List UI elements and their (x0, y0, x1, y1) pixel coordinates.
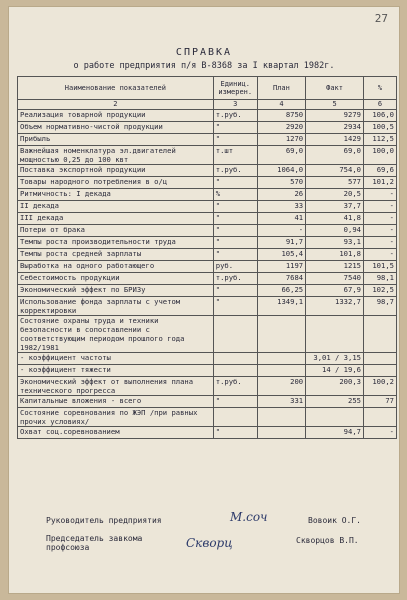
head-signature: М.соч (230, 510, 268, 524)
head-name: Вовоик О.Г. (308, 516, 361, 525)
header-indicator: Наименование показателей (18, 77, 214, 100)
row-percent (363, 353, 396, 365)
row-percent: - (363, 427, 396, 439)
table-row (18, 396, 397, 408)
table-row (18, 122, 397, 134)
row-fact: 754,0 (306, 165, 364, 177)
row-label: III декада (18, 213, 214, 225)
row-plan: 69,0 (257, 146, 305, 165)
row-label: Себестоимость продукции (18, 273, 214, 285)
row-percent: - (363, 201, 396, 213)
row-percent: - (363, 213, 396, 225)
row-label: Товары народного потребления в о/ц (18, 177, 214, 189)
row-fact: 1332,7 (306, 297, 364, 316)
row-fact: 94,7 (306, 427, 364, 439)
row-plan (257, 408, 305, 427)
row-label: Выработка на одного работающего (18, 261, 214, 273)
table-row (18, 261, 397, 273)
table-row (18, 237, 397, 249)
row-plan: 570 (257, 177, 305, 189)
row-label: Важнейшая номенклатура эл.двигателей мощностью 0,25 до 100 квт (18, 146, 214, 165)
header-percent: % (363, 77, 396, 100)
row-fact: 41,8 (306, 213, 364, 225)
row-unit: " (213, 297, 257, 316)
union-name: Скворцов В.П. (296, 536, 359, 545)
row-plan: 1197 (257, 261, 305, 273)
row-label: Ритмичность: I декада (18, 189, 214, 201)
head-title: Руководитель предприятия (46, 516, 162, 525)
row-percent: 98,7 (363, 297, 396, 316)
row-unit (213, 365, 257, 377)
row-plan (257, 365, 305, 377)
row-fact: 2934 (306, 122, 364, 134)
col-number: 3 (213, 100, 257, 110)
row-percent (363, 365, 396, 377)
row-fact: 0,94 (306, 225, 364, 237)
table-row (18, 365, 397, 377)
row-fact: 577 (306, 177, 364, 189)
col-number: 2 (18, 100, 214, 110)
header-plan: План (257, 77, 305, 100)
table-row (18, 165, 397, 177)
col-number: 4 (257, 100, 305, 110)
row-plan: 41 (257, 213, 305, 225)
table-row (18, 201, 397, 213)
row-unit (213, 316, 257, 353)
row-plan: 1270 (257, 134, 305, 146)
row-label: Состояние соревнования по ЖЭП /при равных прочих условиях/ (18, 408, 214, 427)
row-unit: " (213, 396, 257, 408)
row-unit: " (213, 249, 257, 261)
row-label: Использование фонда зарплаты с учетом корректировки (18, 297, 214, 316)
row-label: Охват соц.соревнованием (18, 427, 214, 439)
row-percent: 112,5 (363, 134, 396, 146)
page-number: 27 (374, 12, 388, 25)
row-percent: 100,0 (363, 146, 396, 165)
row-unit: " (213, 285, 257, 297)
table-row (18, 273, 397, 285)
table-row (18, 249, 397, 261)
row-unit: " (213, 225, 257, 237)
col-number: 6 (363, 100, 396, 110)
row-label: Экономический эффект по БРИЗу (18, 285, 214, 297)
table-row (18, 110, 397, 122)
row-plan: 26 (257, 189, 305, 201)
row-unit: т.руб. (213, 110, 257, 122)
row-label: Темпы роста производительности труда (18, 237, 214, 249)
union-title: Председатель завкома профсоюза (46, 534, 143, 552)
row-label: Прибыль (18, 134, 214, 146)
row-percent: 100,5 (363, 122, 396, 134)
row-percent: 77 (363, 396, 396, 408)
row-unit: т.руб. (213, 165, 257, 177)
row-percent: 98,1 (363, 273, 396, 285)
row-label: Состояние охраны труда и техники безопасности в сопоставлении с соответствующим периодом прошлого года 1982/1981 (18, 316, 214, 353)
row-percent: - (363, 225, 396, 237)
row-unit (213, 353, 257, 365)
document-subtitle: о работе предприятия п/я В-8368 за I квартал 1982г. (73, 61, 335, 71)
row-unit (213, 408, 257, 427)
table-row (18, 297, 397, 316)
row-unit: " (213, 134, 257, 146)
row-fact: 9279 (306, 110, 364, 122)
row-plan (257, 427, 305, 439)
union-signature: Скворц (186, 536, 233, 550)
row-label: Темпы роста средней зарплаты (18, 249, 214, 261)
row-unit: т.шт (213, 146, 257, 165)
row-fact (306, 408, 364, 427)
row-percent: 100,2 (363, 377, 396, 396)
row-fact: 1429 (306, 134, 364, 146)
row-unit: " (213, 177, 257, 189)
table-row (18, 427, 397, 439)
table-row (18, 285, 397, 297)
row-plan: 331 (257, 396, 305, 408)
row-fact: 255 (306, 396, 364, 408)
row-unit: т.руб. (213, 273, 257, 285)
row-fact: 14 / 19,6 (306, 365, 364, 377)
row-fact: 200,3 (306, 377, 364, 396)
row-plan: 8750 (257, 110, 305, 122)
row-label: - коэффициент частоты (18, 353, 214, 365)
row-label: Капитальные вложения - всего (18, 396, 214, 408)
table-row (18, 316, 397, 353)
row-fact: 69,0 (306, 146, 364, 165)
row-plan (257, 316, 305, 353)
row-label: Поставка экспортной продукции (18, 165, 214, 177)
col-number: 5 (306, 100, 364, 110)
document-title: СПРАВКА (175, 47, 233, 58)
table-row (18, 213, 397, 225)
row-label: - коэффициент тяжести (18, 365, 214, 377)
row-plan: 33 (257, 201, 305, 213)
row-fact: 93,1 (306, 237, 364, 249)
header-unit: Единиц. измерен. (213, 77, 257, 100)
row-percent (363, 408, 396, 427)
row-percent: 102,5 (363, 285, 396, 297)
report-table (17, 76, 397, 439)
row-fact: 37,7 (306, 201, 364, 213)
table-row (18, 177, 397, 189)
row-unit: " (213, 201, 257, 213)
row-plan: 1064,0 (257, 165, 305, 177)
row-fact (306, 316, 364, 353)
row-fact: 67,9 (306, 285, 364, 297)
row-fact: 20,5 (306, 189, 364, 201)
row-percent (363, 316, 396, 353)
row-unit: т.руб. (213, 377, 257, 396)
row-plan: 2920 (257, 122, 305, 134)
row-plan: - (257, 225, 305, 237)
row-percent: 101,5 (363, 261, 396, 273)
row-unit: " (213, 213, 257, 225)
row-unit: " (213, 122, 257, 134)
row-fact: 3,01 / 3,15 (306, 353, 364, 365)
header-fact: Факт (306, 77, 364, 100)
row-percent: - (363, 237, 396, 249)
row-unit: руб. (213, 261, 257, 273)
row-label: Объем нормативно-чистой продукции (18, 122, 214, 134)
row-plan: 66,25 (257, 285, 305, 297)
table-row (18, 146, 397, 165)
row-plan: 1349,1 (257, 297, 305, 316)
table-row (18, 377, 397, 396)
row-fact: 1215 (306, 261, 364, 273)
row-percent: - (363, 249, 396, 261)
row-plan (257, 353, 305, 365)
row-plan: 105,4 (257, 249, 305, 261)
row-unit: " (213, 427, 257, 439)
row-plan: 7684 (257, 273, 305, 285)
row-percent: 101,2 (363, 177, 396, 189)
row-plan: 200 (257, 377, 305, 396)
row-fact: 101,8 (306, 249, 364, 261)
row-label: Потери от брака (18, 225, 214, 237)
row-unit: " (213, 237, 257, 249)
row-percent: 106,0 (363, 110, 396, 122)
row-label: II декада (18, 201, 214, 213)
row-percent: - (363, 189, 396, 201)
table-row (18, 225, 397, 237)
row-unit: % (213, 189, 257, 201)
row-plan: 91,7 (257, 237, 305, 249)
table-row (18, 353, 397, 365)
table-row (18, 134, 397, 146)
row-percent: 69,6 (363, 165, 396, 177)
table-row (18, 189, 397, 201)
row-fact: 7540 (306, 273, 364, 285)
row-label: Реализация товарной продукции (18, 110, 214, 122)
row-label: Экономический эффект от выполнения плана технического прогресса (18, 377, 214, 396)
document-page (8, 6, 400, 594)
table-row (18, 408, 397, 427)
